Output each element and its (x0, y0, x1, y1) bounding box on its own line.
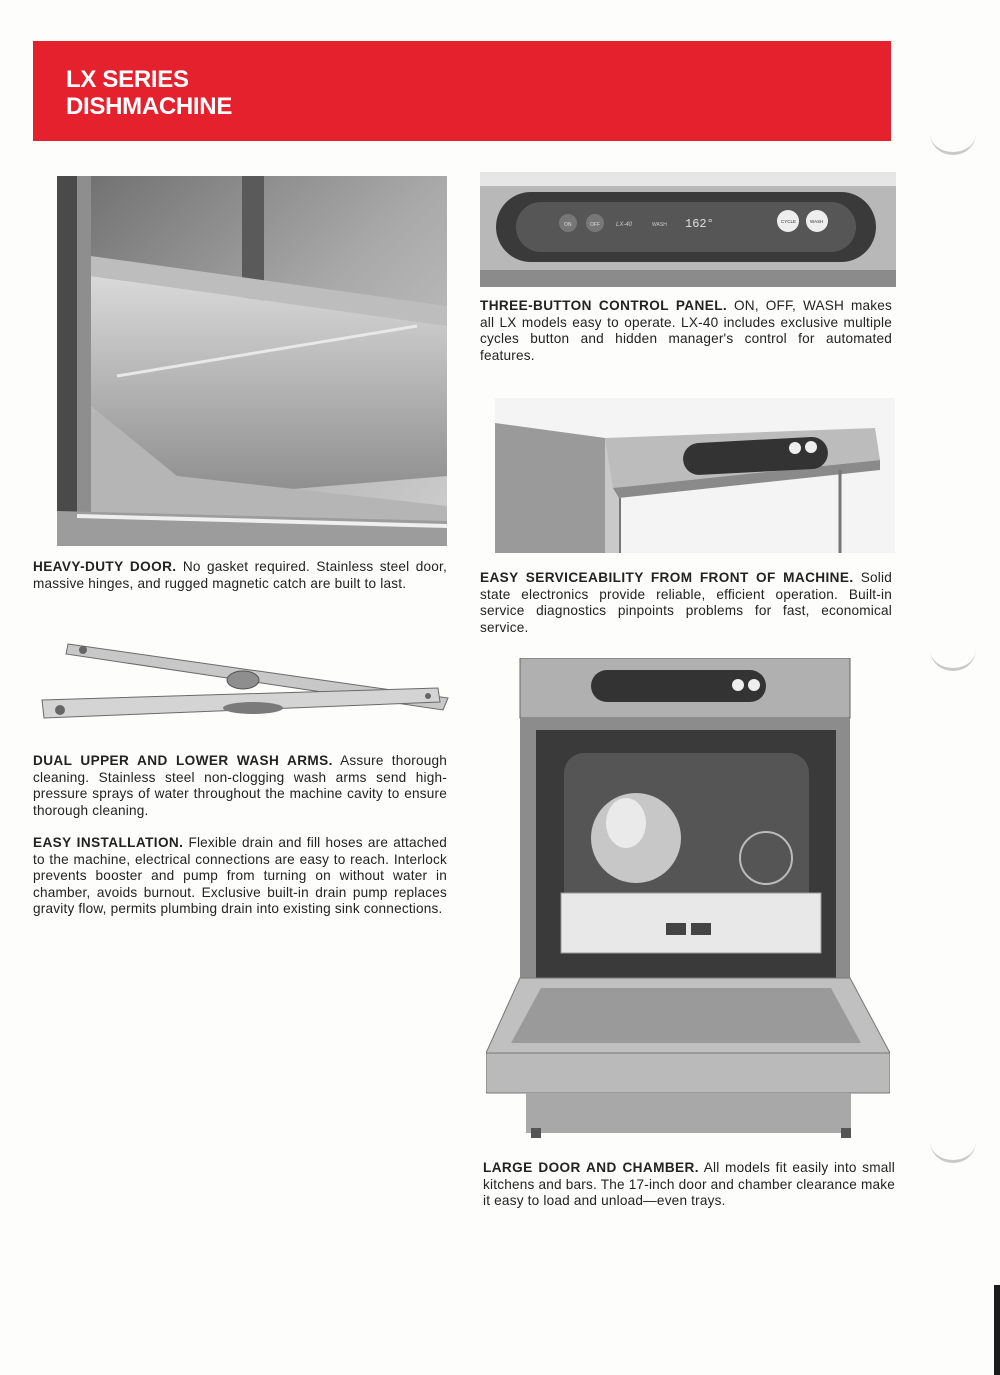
control-panel-caption (480, 298, 892, 364)
caption-heading: DUAL UPPER AND LOWER WASH ARMS. (33, 753, 333, 768)
caption-heading: EASY INSTALLATION. (33, 835, 184, 850)
title-line-1: LX SERIES (66, 66, 189, 93)
caption-text: Flexible drain and fill hoses are attached to the machine, electrical connections are easy to reach. Interlock prevents booster and pump from turning on without water in chamber, avoids burnout. Exclusive built-in drain pump replaces gravity flow, permits plumbing drain into existing sink connections. (33, 835, 447, 916)
binder-hole-mark (930, 628, 976, 671)
binder-hole-mark (930, 1120, 976, 1163)
caption-text: Solid state electronics provide reliable, efficient operation. Built-in service diagnostics pinpoints problems for fast, economical service. (480, 570, 892, 635)
off-button-label: OFF (590, 222, 600, 228)
wash-arms-photo (38, 638, 450, 728)
caption-heading: EASY SERVICEABILITY FROM FRONT OF MACHINE. (480, 570, 854, 585)
large-door-chamber-photo (486, 658, 890, 1143)
caption-text: All models fit easily into small kitchens and bars. The 17-inch door and chamber clearance make it easy to load and unload—even trays. (483, 1160, 895, 1208)
page-title (66, 66, 232, 120)
temperature-readout: 162° (685, 217, 714, 231)
control-panel-photo (480, 172, 896, 287)
caption-heading: THREE-BUTTON CONTROL PANEL. (480, 298, 728, 313)
wash-arms-caption (33, 753, 447, 819)
page-edge-shadow (994, 1285, 1000, 1375)
on-button-label: ON (564, 222, 572, 228)
caption-text: No gasket required. Stainless steel door, massive hinges, and rugged magnetic catch are built to last. (33, 559, 447, 591)
binder-hole-mark (930, 112, 976, 155)
serviceability-caption (480, 570, 892, 636)
large-door-chamber-caption (483, 1160, 895, 1210)
wash-button-label: WASH (810, 219, 824, 224)
cycle-button-label: CYCLE (781, 219, 797, 224)
title-banner (33, 41, 891, 141)
caption-text: Assure thorough cleaning. Stainless steel non-clogging wash arms send high-pressure sprays of water throughout the machine cavity to ensure thorough cleaning. (33, 753, 447, 818)
title-line-2: DISHMACHINE (66, 93, 233, 120)
caption-heading: LARGE DOOR AND CHAMBER. (483, 1160, 699, 1175)
serviceability-photo (495, 398, 895, 553)
easy-installation-caption (33, 835, 447, 918)
heavy-duty-door-photo (57, 176, 447, 546)
caption-text: ON, OFF, WASH makes all LX models easy to operate. LX-40 includes exclusive multiple cycles button and hidden manager's control for automated features. (480, 298, 892, 363)
heavy-duty-door-caption (33, 559, 447, 592)
caption-heading: HEAVY-DUTY DOOR. (33, 559, 177, 574)
model-label: LX-40 (616, 222, 633, 228)
wash-indicator-label: WASH (652, 222, 667, 228)
